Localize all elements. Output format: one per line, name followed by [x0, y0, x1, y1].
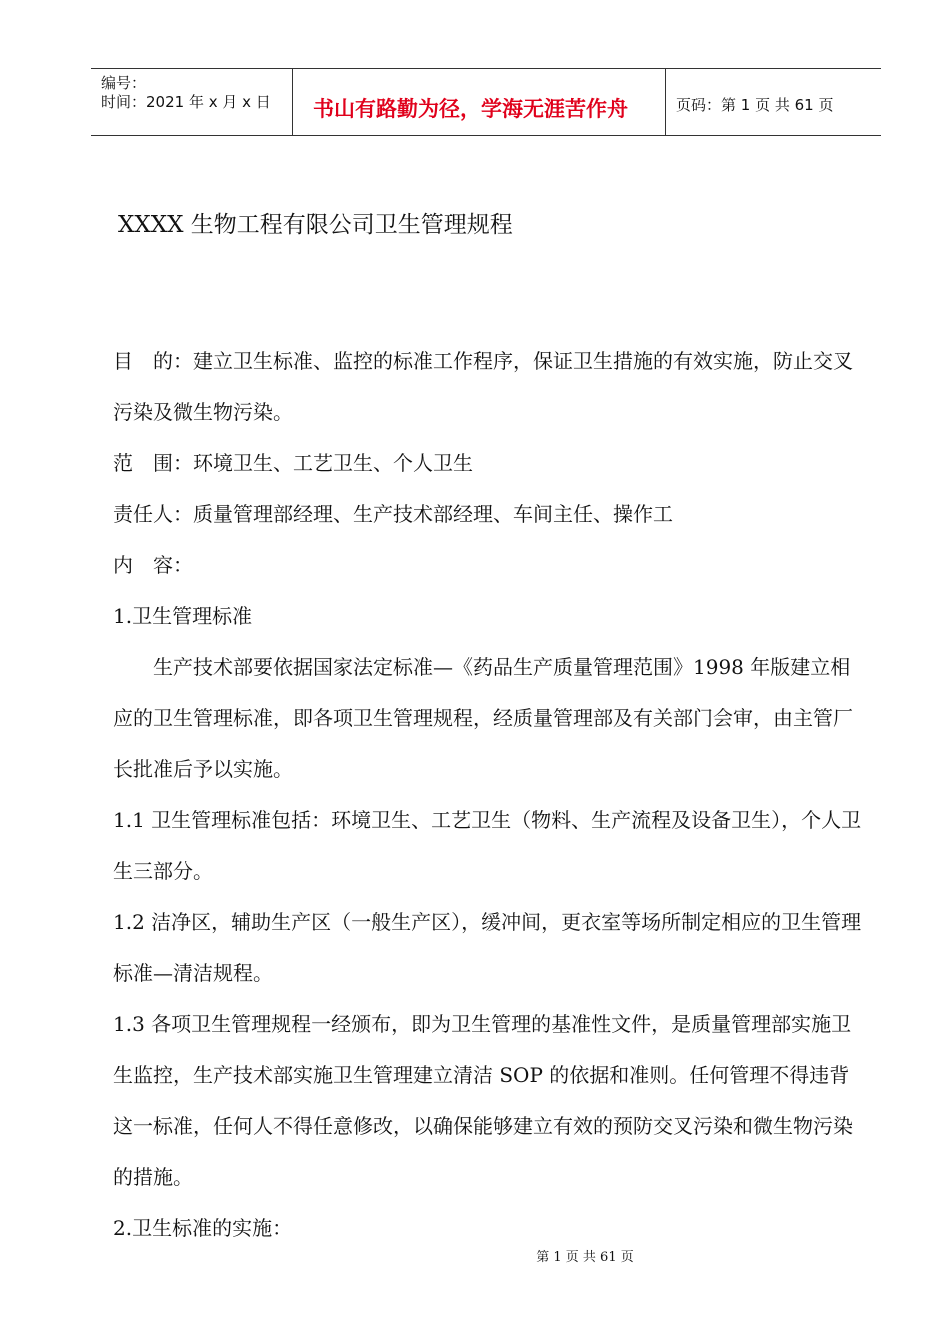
section-heading-1: 1.卫生管理标准	[113, 604, 253, 628]
document-title: XXXX 生物工程有限公司卫生管理规程	[118, 212, 513, 238]
section-1-1: 1.1 卫生管理标准包括：环境卫生、工艺卫生（物料、生产流程及设备卫生），个人卫生三部分。	[113, 808, 862, 883]
section-1-2: 1.2 洁净区，辅助生产区（一般生产区），缓冲间，更衣室等场所制定相应的卫生管理标准—清洁规程。	[113, 910, 862, 985]
header-page-cell	[666, 69, 881, 135]
purpose-paragraph: 目 的：建立卫生标准、监控的标准工作程序，保证卫生措施的有效实施，防止交叉污染及微生物污染。	[113, 349, 853, 424]
scope-paragraph: 范 围：环境卫生、工艺卫生、个人卫生	[113, 451, 473, 475]
header-info-cell	[91, 69, 293, 135]
header-motto-cell	[293, 69, 666, 135]
content-heading: 内 容：	[113, 553, 193, 577]
page-footer	[0, 1246, 950, 1265]
document-header	[91, 68, 881, 136]
serial-label: 编号：	[101, 74, 147, 92]
responsible-paragraph: 责任人：质量管理部经理、生产技术部经理、车间主任、操作工	[113, 502, 673, 526]
document-body	[113, 336, 865, 1254]
date-label: 时间：2021 年 x 月 x 日	[101, 93, 271, 111]
section-heading-2: 2.卫生标准的实施：	[113, 1216, 293, 1240]
footer-page-number: 第 1 页 共 61 页	[536, 1250, 634, 1265]
section-1-paragraph: 生产技术部要依据国家法定标准—《药品生产质量管理范围》1998 年版建立相应的卫生管理标准，即各项卫生管理规程，经质量管理部及有关部门会审，由主管厂长批准后予以实施。	[113, 655, 853, 781]
section-1-3: 1.3 各项卫生管理规程一经颁布，即为卫生管理的基准性文件，是质量管理部实施卫生监控，生产技术部实施卫生管理建立清洁 SOP 的依据和准则。任何管理不得违背这一标准，任何人不得任意修改，以确保能够建立有效的预防交叉污染和微生物污染的措施。	[113, 1012, 853, 1189]
header-page-number: 页码：第 1 页 共 61 页	[676, 96, 834, 114]
motto-text: 书山有路勤为径，学海无涯苦作舟	[313, 97, 628, 121]
